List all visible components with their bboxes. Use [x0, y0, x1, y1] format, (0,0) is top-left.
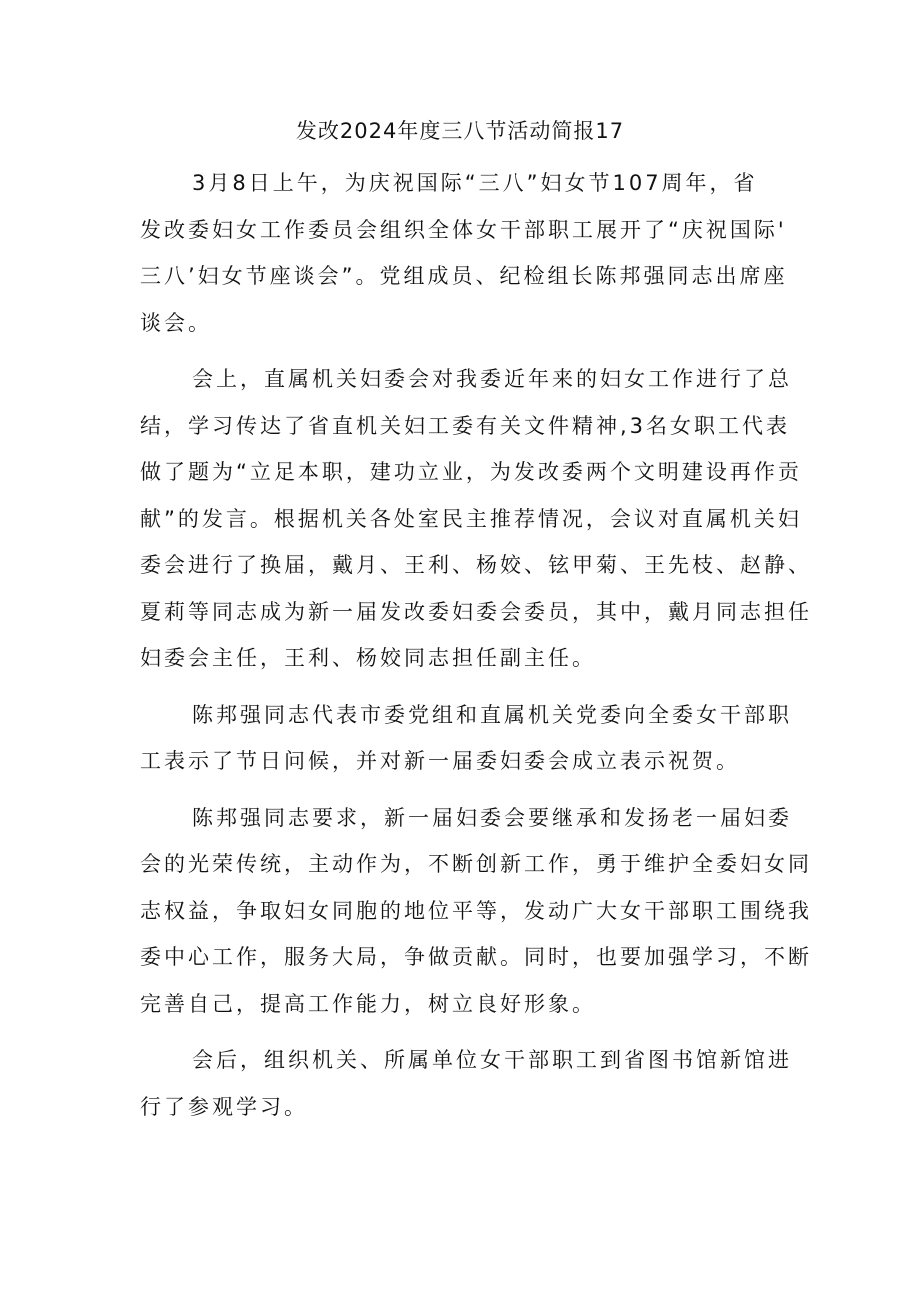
paragraph-line: 工表示了节日问候，并对新一届委妇委会成立表示祝贺。: [140, 749, 740, 773]
paragraph-line: 3月8日上午，为庆祝国际“三八”妇女节107周年，省: [192, 171, 758, 195]
document-title: 发改2024年度三八节活动简报17: [295, 119, 625, 143]
paragraph-3: [140, 692, 792, 785]
paragraph-line: 发改委妇女工作委员会组织全体女干部职工展开了“庆祝国际': [140, 217, 787, 242]
document-body: [140, 160, 812, 1140]
paragraph-line: 会后，组织机关、所属单位女干部职工到省图书馆新馆进: [192, 1048, 792, 1072]
paragraph-line: 做了题为“立足本职，建功立业，为发改委两个文明建设再作贡: [140, 460, 802, 484]
paragraph-line: 谈会。: [140, 310, 212, 335]
paragraph-line: 委中心工作，服务大局，争做贡献。同时，也要加强学习，不断: [140, 945, 812, 969]
paragraph-line: 三八’妇女节座谈会”。党组成员、纪检组长陈邦强同志出席座: [140, 264, 788, 288]
paragraph-line: 会的光荣传统，主动作为，不断创新工作，勇于维护全委妇女同: [140, 852, 812, 876]
paragraph-line: 完善自己，提高工作能力，树立良好形象。: [140, 991, 596, 1016]
paragraph-2: [140, 356, 812, 682]
paragraph-line: 献”的发言。根据机关各处室民主推荐情况，会议对直属机关妇: [140, 506, 802, 531]
paragraph-1: [140, 160, 788, 346]
paragraph-line: 结，学习传达了省直机关妇工委有关文件精神,3名女职工代表: [140, 413, 791, 438]
paragraph-line: 陈邦强同志要求，新一届妇委会要继承和发扬老一届妇委: [192, 805, 792, 830]
paragraph-line: 陈邦强同志代表市委党组和直属机关党委向全委女干部职: [192, 702, 792, 727]
paragraph-line: 妇委会主任，王利、杨姣同志担任副主任。: [140, 646, 596, 670]
paragraph-5: [140, 1037, 792, 1130]
paragraph-line: 行了参观学习。: [140, 1094, 308, 1119]
paragraph-line: 委会进行了换届，戴月、王利、杨姣、铉甲菊、王先枝、赵静、: [140, 553, 812, 577]
paragraph-4: [140, 795, 812, 1028]
paragraph-line: 会上，直属机关妇委会对我委近年来的妇女工作进行了总: [192, 367, 792, 391]
paragraph-line: 夏莉等同志成为新一届发改委妇委会委员，其中，戴月同志担任: [140, 599, 812, 624]
paragraph-line: 志权益，争取妇女同胞的地位平等，发动广大女干部职工围绕我: [140, 898, 812, 923]
